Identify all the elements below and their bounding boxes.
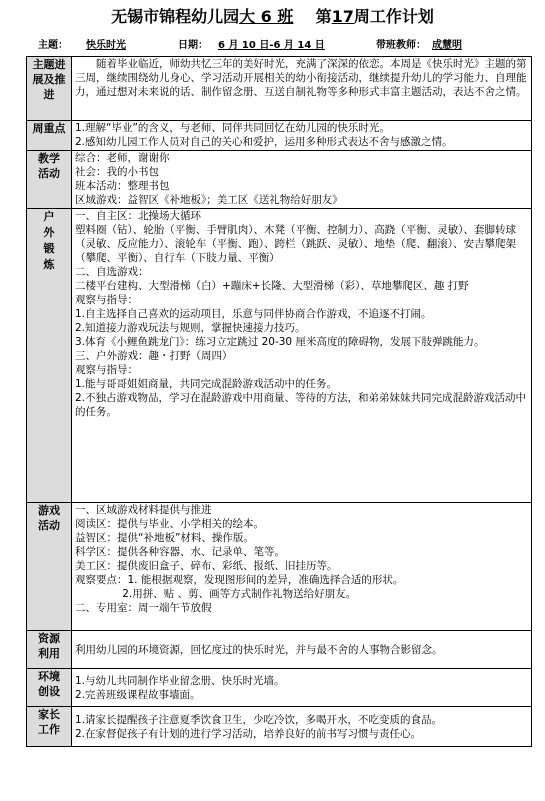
parents-content: [72, 707, 532, 747]
teaching-header: [27, 151, 72, 209]
row-environment: [27, 669, 532, 707]
theme-label: 主题：: [38, 40, 68, 51]
row-progress: [27, 57, 532, 121]
progress-header: 主题进展及推进: [27, 57, 72, 121]
progress-text: 随着毕业临近，师幼共忆三年的美好时光，充满了深深的依恋。本周是《快乐时光》主题的第三周，继续围绕幼儿身心、学习活动开展相关的幼小衔接活动，继续提升幼儿的学习能力、自理能力，通过想对未来说的话、制作留念册、互送自制礼物等多种形式丰富主题活动，表达不舍之情。: [75, 58, 527, 98]
row-resources: [27, 631, 532, 669]
teaching-line: 区域游戏：益智区《补地板》；美工区《送礼物给好朋友》: [75, 194, 343, 206]
games-line: 二、专用室：周一端午节放假: [75, 602, 212, 614]
focus-line: 1.理解“毕业”的含义，与老师、同伴共同回忆在幼儿园的快乐时光。: [75, 122, 390, 134]
plan-info-bar: [0, 36, 545, 52]
weekly-plan-table: [26, 56, 532, 747]
parents-line: 1.请家长提醒孩子注意夏季饮食卫生，少吃冷饮，多喝开水，不吃变质的食品。: [75, 713, 443, 726]
date-value: 6 月 10 日-6 月 14 日: [218, 40, 325, 51]
games-line: 观察要点：1. 能根据观察，发现图形间的差异，准确选择合适的形状。: [75, 574, 404, 586]
games-header-line: 游戏: [38, 504, 60, 517]
outdoor-line: 1.能与哥哥姐姐商量，共同完成混龄游戏活动中的任务。: [75, 378, 338, 390]
outdoor-line: 观察与指导：: [75, 294, 138, 306]
games-line: 一、区域游戏材料提供与推进: [75, 504, 212, 516]
outdoor-line: 一、自主区：北操场大循环: [75, 210, 201, 222]
page-title: [0, 4, 545, 27]
outdoor-header-char: 外: [43, 226, 55, 239]
games-header-line: 活动: [38, 519, 60, 532]
outdoor-line: 2.不独占游戏物品，学习在混龄游戏中用商量、等待的方法，和弟弟妹妹共同完成混龄游戏活动中的任务。: [75, 392, 527, 418]
teaching-line: 社会：我的小书包: [75, 166, 159, 178]
environment-content: [72, 669, 532, 707]
resources-header: [27, 631, 72, 669]
row-teaching: [27, 151, 532, 209]
outdoor-line: 二楼平台建构、大型滑梯（白）+蹦床+长隆、大型滑梯（彩）、草地攀爬区、趣 打野: [75, 280, 469, 292]
outdoor-line: 1.自主选择自己喜欢的运动项目，乐意与同伴协商合作游戏，不追逐不打闹。: [75, 308, 432, 320]
parents-line: 2.在家督促孩子有计划的进行学习活动，培养良好的前书写习惯与责任心。: [75, 727, 422, 740]
resources-header-line: 资源: [38, 632, 60, 645]
games-line: 益智区：提供“补地板”材料、操作版。: [75, 532, 254, 544]
outdoor-header-char: 户: [43, 210, 55, 223]
focus-header: 周重点: [27, 121, 72, 151]
resources-header-line: 利用: [38, 647, 60, 660]
teaching-line: 综合：老师，谢谢你: [75, 152, 170, 164]
parents-header: [27, 707, 72, 747]
teaching-content: [72, 151, 532, 209]
environment-header: [27, 669, 72, 707]
parents-header-line: 工作: [38, 723, 60, 736]
date-label: 日期：: [178, 40, 208, 51]
games-header: [27, 503, 72, 631]
school-name: 无锡市锦程幼儿园: [111, 7, 240, 26]
games-content: [72, 503, 532, 631]
row-games: [27, 503, 532, 631]
teaching-header-line: 教学: [38, 152, 60, 165]
parents-header-line: 家长: [38, 708, 60, 721]
row-focus: [27, 121, 532, 151]
focus-content: [72, 121, 532, 151]
environment-header-line: 创设: [38, 685, 60, 698]
class-name: 大 6 班: [239, 7, 294, 26]
outdoor-line: 三、户外游戏：趣・打野（周四）: [75, 350, 233, 362]
outdoor-line: 2.知道接力游戏玩法与规则，掌握快速接力技巧。: [75, 322, 306, 334]
progress-content: [72, 57, 532, 121]
outdoor-header-char: 锻: [43, 242, 55, 255]
games-line: 科学区：提供各种容器、水、记录单、笔等。: [75, 546, 285, 558]
row-outdoor: [27, 209, 532, 503]
games-line: 2.用拼、贴 、剪、画等方式制作礼物送给好朋友。: [122, 588, 357, 600]
outdoor-line: 塑料圈（钻）、轮胎（平衡、手臂肌肉）、木凳（平衡、控制力）、高跷（平衡、灵敏）、套脚转球（灵敏、反应能力）、滚轮车（平衡、跑）、跨栏（跳跃、灵敏）、地垫（爬、翻滚）、安吉攀爬架（攀爬、平衡）、自行车（下肢力量、平衡）: [75, 224, 516, 264]
resources-text: 利用幼儿园的环境资源，回忆度过的快乐时光，并与最不舍的人事物合影留念。: [75, 643, 443, 656]
environment-line: 1.与幼儿共同制作毕业留念册、快乐时光墙。: [75, 674, 285, 687]
week-number: 17: [331, 7, 354, 26]
focus-line: 2.感知幼儿园工作人员对自己的关心和爱护，运用多种形式表达不舍与感激之情。: [75, 136, 453, 148]
week-suffix: 周工作计划: [353, 7, 434, 26]
week-prefix: 第: [315, 7, 332, 26]
row-parents: [27, 707, 532, 747]
outdoor-header-char: 炼: [43, 258, 55, 271]
outdoor-line: 3.体育《小鲤鱼跳龙门》：练习立定跳过 20-30 厘米高度的障碍物，发展下肢弹跳能力。: [75, 336, 485, 348]
outdoor-content: [72, 209, 532, 503]
outdoor-line: 二、自选游戏：: [75, 266, 149, 278]
outdoor-header: [27, 209, 72, 503]
resources-content: [72, 631, 532, 669]
teaching-line: 班本活动：整理书包: [75, 180, 170, 192]
games-line: 阅读区：提供与毕业、小学相关的绘本。: [75, 518, 264, 530]
outdoor-line: 观察与指导：: [75, 364, 138, 376]
teaching-header-line: 活动: [38, 167, 60, 180]
environment-header-line: 环境: [38, 670, 60, 683]
teacher-value: 成慧明: [432, 40, 462, 51]
theme-value: 快乐时光: [86, 40, 126, 51]
games-line: 美工区：提供废旧盒子、碎布、彩纸、报纸、旧挂历等。: [75, 560, 338, 572]
teacher-label: 带班教师：: [376, 40, 426, 51]
environment-line: 2.完善班级课程故事墙面。: [75, 688, 201, 701]
